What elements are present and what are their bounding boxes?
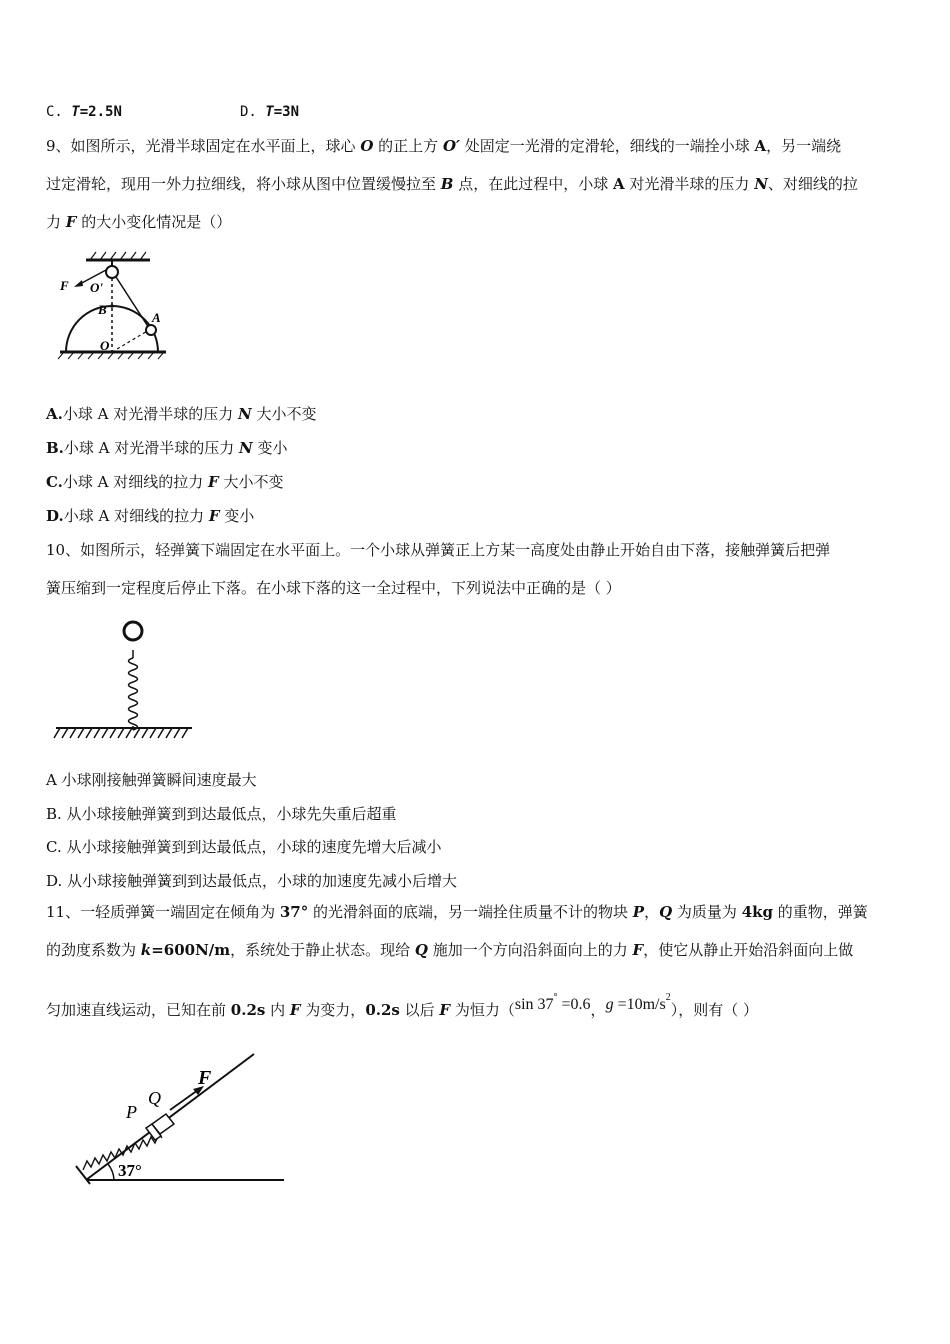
q11-sin-value: =0.6 xyxy=(557,996,591,1013)
q11-text: ， xyxy=(590,1001,606,1019)
q9-hemisphere-figure xyxy=(50,248,180,370)
q9-option-b-text-end: 变小 xyxy=(252,439,288,457)
q11-mass: 4kg xyxy=(741,903,774,921)
q9-var-o-prime: O′ xyxy=(442,137,460,155)
q9-option-a-key: A. xyxy=(46,405,63,423)
q11-g-exponent: 2 xyxy=(665,992,671,1003)
q8-option-d-prefix: D. xyxy=(240,104,266,120)
q10-option-a: A 小球刚接触弹簧瞬间速度最大 xyxy=(46,771,257,789)
q11-var-f: F xyxy=(632,941,644,959)
q11-k-value: =600N/m xyxy=(151,941,231,959)
q9-option-a-text-end: 大小不变 xyxy=(251,405,317,423)
q9-option-d-key: D. xyxy=(46,507,64,525)
q11-text: 内 xyxy=(265,1001,290,1019)
q9-stem-line-3 xyxy=(46,212,231,232)
q11-angle-arc xyxy=(108,1164,114,1180)
q10-option-d: D. 从小球接触弹簧到到达最低点，小球的加速度先减小后增大 xyxy=(46,872,458,890)
q9-label-o-prime: O' xyxy=(90,280,103,295)
q9-option-c-text-end: 大小不变 xyxy=(218,473,284,491)
q9-force-arrow-icon xyxy=(74,280,83,287)
q9-point-b xyxy=(110,304,114,308)
q11-text: 11、一轻质弹簧一端固定在倾角为 xyxy=(46,903,280,921)
q9-label-a: A xyxy=(152,310,161,325)
q11-text: ，系统处于静止状态。现给 xyxy=(230,941,415,959)
q9-text: 处固定一光滑的定滑轮，细线的一端拴小球 xyxy=(459,137,755,155)
q11-stem-line-3 xyxy=(46,992,758,1021)
q9-pulley-icon xyxy=(106,266,118,278)
q9-option-d xyxy=(46,506,254,526)
q9-stem-line-2 xyxy=(46,174,858,194)
q9-text: 对光滑半球的压力 xyxy=(624,175,755,193)
q10-spring-coil xyxy=(129,658,138,730)
q11-stem-line-1 xyxy=(46,902,868,922)
q11-time-2: 0.2s xyxy=(365,1001,400,1019)
q11-text: 匀加速直线运动，已知在前 xyxy=(46,1001,231,1019)
q9-var-b: B xyxy=(440,175,454,193)
q11-var-f: F xyxy=(289,1001,301,1019)
q10-stem-line-1: 10、如图所示，轻弹簧下端固定在水平面上。一个小球从弹簧正上方某一高度处由静止开始自由下落，接触弹簧后把弹 xyxy=(46,541,831,559)
q9-option-c-key: C. xyxy=(46,473,63,491)
q11-var-f: F xyxy=(439,1001,451,1019)
q10-stem-line-2: 簧压缩到一定程度后停止下落。在小球下落的这一全过程中，下列说法中正确的是（ ） xyxy=(46,579,621,597)
q9-option-b-text: 小球 A 对光滑半球的压力 xyxy=(63,439,240,457)
q10-option-c: C. 从小球接触弹簧到到达最低点，小球的速度先增大后减小 xyxy=(46,838,442,856)
q11-stem-line-2 xyxy=(46,940,853,960)
q10-ball-icon xyxy=(124,622,142,640)
q11-text: 为恒力（ xyxy=(450,1001,515,1019)
q9-text: 的正上方 xyxy=(373,137,443,155)
q9-option-a-var: N xyxy=(238,405,252,423)
q9-var-o: O xyxy=(360,137,374,155)
q9-text: 过定滑轮，现用一外力拉细线，将小球从图中位置缓慢拉至 xyxy=(46,175,441,193)
q9-option-d-text: 小球 A 对细线的拉力 xyxy=(63,507,209,525)
q11-text: 的劲度系数为 xyxy=(46,941,141,959)
q8-option-d-value: =3N xyxy=(273,104,300,120)
q11-g-formula xyxy=(605,992,671,1013)
q9-option-c-var: F xyxy=(208,473,219,491)
q10-option-b: B. 从小球接触弹簧到到达最低点，小球先失重后超重 xyxy=(46,805,397,823)
q9-label-f: F xyxy=(60,278,69,293)
q9-var-n: N xyxy=(754,175,768,193)
q8-option-c-value: =2.5N xyxy=(79,104,122,120)
q11-var-k: k xyxy=(140,941,152,959)
q9-var-f: F xyxy=(65,213,77,231)
q11-var-q: Q xyxy=(659,903,673,921)
q9-stem-line-1 xyxy=(46,136,841,156)
q9-text: ，另一端绕 xyxy=(766,137,842,155)
q9-label-o: O xyxy=(100,338,110,353)
q11-time-1: 0.2s xyxy=(230,1001,266,1019)
q11-text: 为变力， xyxy=(300,1001,366,1019)
q10-spring-figure xyxy=(50,616,200,746)
q11-text: 的重物，弹簧 xyxy=(773,903,868,921)
q11-label-f: F xyxy=(198,1067,212,1089)
q10-ground-hatch xyxy=(54,728,188,738)
q9-var-a: A xyxy=(754,137,767,155)
q8-option-d xyxy=(240,102,299,122)
q9-var-a: A xyxy=(613,175,625,193)
q11-incline-figure xyxy=(66,1046,292,1190)
q8-option-c-var: T xyxy=(71,104,80,120)
q9-option-d-text-end: 变小 xyxy=(219,507,255,525)
q9-text: 力 xyxy=(46,213,66,231)
q8-option-c-prefix: C. xyxy=(46,104,72,120)
q11-sin-label: sin 37 xyxy=(514,996,554,1013)
q9-text: 、对细线的拉 xyxy=(767,175,858,193)
q11-text: ， xyxy=(644,903,660,921)
q11-var-p: P xyxy=(632,903,645,921)
q9-option-d-var: F xyxy=(208,507,220,525)
q9-option-a xyxy=(46,404,317,424)
q11-text: ，使它从静止开始沿斜面向上做 xyxy=(643,941,854,959)
q11-text: 施加一个方向沿斜面向上的力 xyxy=(428,941,633,959)
q11-text: ），则有（ ） xyxy=(670,1001,758,1019)
q9-option-b xyxy=(46,438,288,458)
q8-option-d-var: T xyxy=(265,104,274,120)
q11-incline xyxy=(86,1054,254,1180)
q11-label-angle: 37° xyxy=(118,1161,142,1180)
q11-text: 以后 xyxy=(399,1001,440,1019)
q11-label-p: P xyxy=(126,1102,137,1122)
q11-degree: ° xyxy=(553,992,558,1003)
q9-option-b-key: B. xyxy=(46,439,64,457)
q11-text: 为质量为 xyxy=(672,903,742,921)
q9-option-a-text: 小球 A 对光滑半球的压力 xyxy=(62,405,239,423)
q11-var-q: Q xyxy=(414,941,428,959)
q11-sin-formula xyxy=(514,992,591,1013)
q11-label-q: Q xyxy=(148,1088,161,1108)
q9-option-c xyxy=(46,472,283,492)
q9-dashed-radius xyxy=(112,330,149,352)
q9-option-b-var: N xyxy=(239,439,253,457)
q9-ball-a-icon xyxy=(146,325,156,335)
q8-option-c xyxy=(46,102,122,122)
q11-var-g: g xyxy=(605,996,614,1013)
q9-text: 点，在此过程中，小球 xyxy=(453,175,614,193)
q11-text: 的光滑斜面的底端，另一端拴住质量不计的物块 xyxy=(308,903,633,921)
q9-text: 9、如图所示，光滑半球固定在水平面上，球心 xyxy=(46,137,361,155)
q9-label-b: B xyxy=(98,302,107,317)
q9-text: 的大小变化情况是（） xyxy=(76,213,232,231)
q11-angle: 37° xyxy=(279,903,309,921)
q9-option-c-text: 小球 A 对细线的拉力 xyxy=(62,473,209,491)
q11-g-value: =10m/s xyxy=(613,996,666,1013)
